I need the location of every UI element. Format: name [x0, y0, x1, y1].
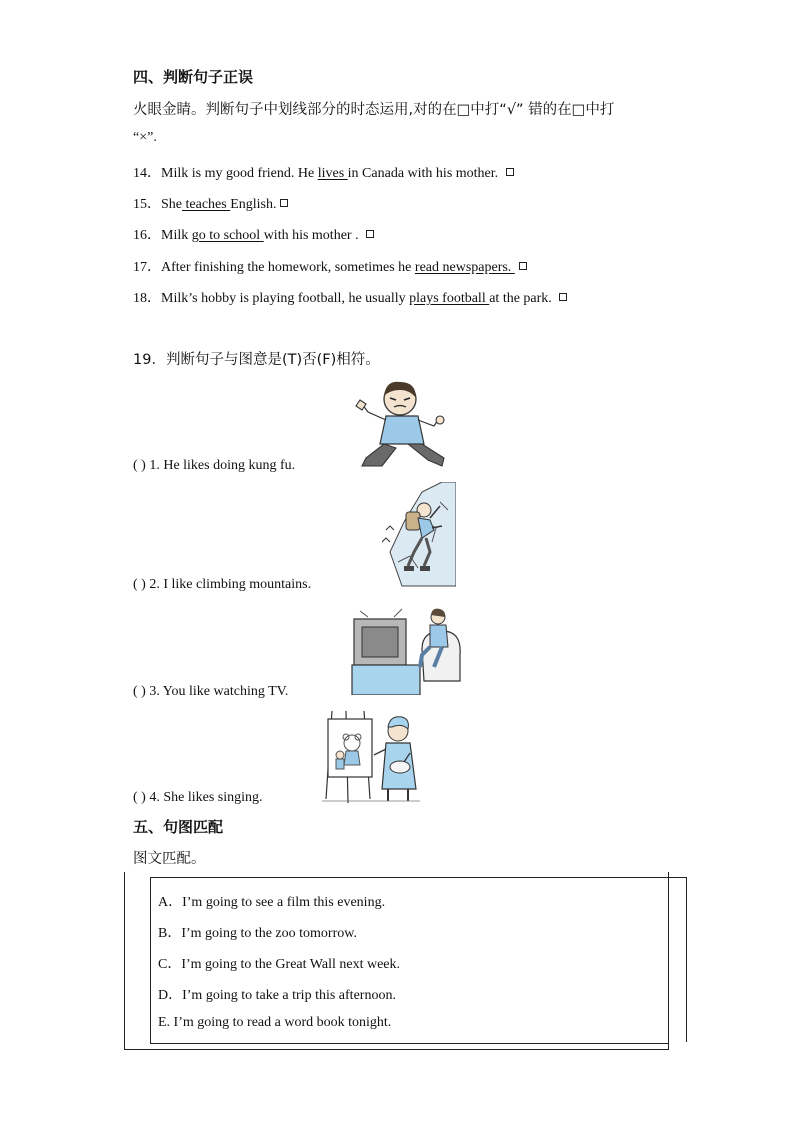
match-option-c: C．I’m going to the Great Wall next week.	[158, 957, 400, 972]
statement-text: 1. He likes doing kung fu.	[149, 458, 296, 473]
section4-title: 四、判断句子正误	[133, 68, 254, 86]
picture-statement-4	[133, 790, 263, 806]
answer-checkbox[interactable]	[366, 230, 374, 238]
picture-statement-2	[133, 577, 311, 593]
underlined-part: read newspapers.	[414, 260, 515, 275]
match-option-d: D．I’m going to take a trip this afternoon.	[158, 988, 396, 1003]
kung-fu-boy-picture	[352, 374, 450, 472]
item-number: 18．	[133, 291, 161, 306]
item-text: with his mother .	[263, 228, 363, 243]
match-option-a: A．I’m going to see a film this evening.	[158, 895, 386, 910]
frame-left-line	[124, 872, 125, 1050]
frame-outer-right-line	[686, 877, 687, 1042]
statement-text: 2. I like climbing mountains.	[149, 577, 312, 592]
sentence-item	[133, 193, 288, 213]
answer-checkbox[interactable]	[519, 262, 527, 270]
item-text: Milk’s hobby is playing football, he usually	[161, 291, 410, 306]
item-text: Milk is my good friend. He	[161, 166, 318, 181]
underlined-part: lives	[317, 166, 348, 181]
answer-bracket[interactable]: ( )	[133, 790, 146, 805]
sentence-item	[133, 224, 374, 244]
item-number: 17．	[133, 260, 161, 275]
painting-girl-picture	[322, 709, 420, 803]
q19-title: 19．判断句子与图意是(T)否(F)相符。	[133, 352, 380, 368]
watching-tv-picture	[350, 605, 462, 695]
answer-checkbox[interactable]	[506, 168, 514, 176]
statement-text: 4. She likes singing.	[149, 790, 263, 805]
item-text: in Canada with his mother.	[347, 166, 502, 181]
section5-instruction: 图文匹配。	[133, 851, 206, 867]
section5-title: 五、句图匹配	[133, 818, 224, 836]
section4-instruction-cont: “×”.	[133, 130, 157, 145]
answer-bracket[interactable]: ( )	[133, 577, 146, 592]
answer-bracket[interactable]: ( )	[133, 458, 146, 473]
sentence-item	[133, 162, 514, 182]
item-text: After finishing the homework, sometimes he	[161, 260, 415, 275]
answer-checkbox[interactable]	[559, 293, 567, 301]
picture-statement-3	[133, 684, 288, 700]
climbing-boy-picture	[382, 482, 456, 588]
section4-instruction: 火眼金睛。判断句子中划线部分的时态运用,对的在□中打“√” 错的在□中打	[133, 102, 615, 118]
sentence-item	[133, 287, 567, 307]
answer-checkbox[interactable]	[280, 199, 288, 207]
item-number: 15．	[133, 197, 161, 212]
underlined-part: plays football	[409, 291, 490, 306]
picture-statement-1	[133, 458, 295, 474]
item-number: 14．	[133, 166, 161, 181]
frame-bottom-line	[124, 1049, 669, 1050]
underlined-part: go to school	[191, 228, 264, 243]
underlined-part: teaches	[182, 197, 231, 212]
frame-top-right-line	[668, 877, 687, 878]
item-text: She	[161, 197, 182, 212]
item-text: English.	[230, 197, 277, 212]
item-number: 16．	[133, 228, 161, 243]
item-text: Milk	[161, 228, 192, 243]
statement-text: 3. You like watching TV.	[149, 684, 289, 699]
answer-bracket[interactable]: ( )	[133, 684, 146, 699]
item-text: at the park.	[489, 291, 556, 306]
match-option-b: B．I’m going to the zoo tomorrow.	[158, 926, 357, 941]
match-option-e: E. I’m going to read a word book tonight.	[158, 1015, 392, 1030]
sentence-item	[133, 256, 527, 276]
